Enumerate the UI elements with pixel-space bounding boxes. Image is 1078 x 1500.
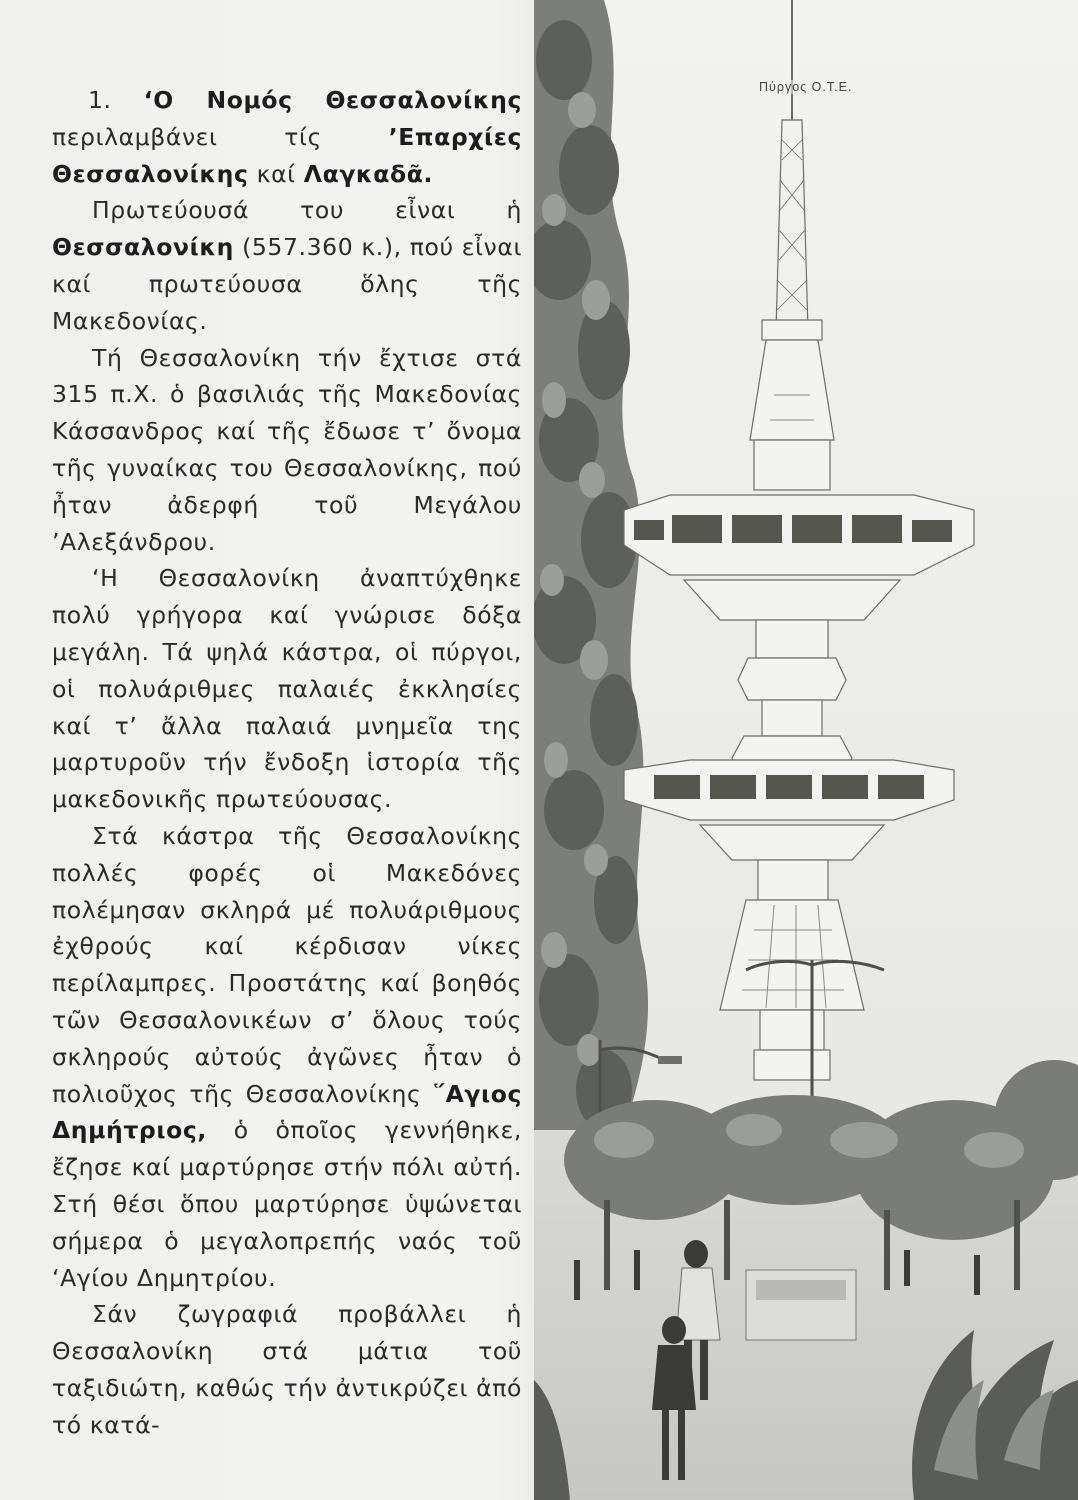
paragraph-2: Πρωτεύουσά του εἶναι ἡ Θεσσαλονίκη (557.360 κ.), πού εἶναι καί πρωτεύουσα ὅλης τῆς Μακεδονίας. xyxy=(52,196,522,335)
bold-saint-demetrius: ῞Αγιος Δημήτριος, xyxy=(52,1079,522,1145)
paragraph-3: Τή Θεσσαλονίκη τήν ἔχτισε στά 315 π.Χ. ὁ βασιλιάς τῆς Μακεδονίας Κάσσανδρος καί τῆς ἔδωσε τ’ ὄνομα τῆς γυναίκας του Θεσσαλονίκης, πού ἦταν ἀδερφή τοῦ Μεγάλου ’Αλεξάνδρου. xyxy=(52,343,522,556)
bold-lagkadas: Λαγκαδᾶ. xyxy=(303,159,433,188)
bold-prefecture-name: ‘Ο Νομός Θεσσαλονίκης xyxy=(143,86,522,114)
paragraph-5: Στά κάστρα τῆς Θεσσαλονίκης πολλές φορές οἱ Μακεδόνες πολέμησαν σκληρά μέ πολυάριθμους ἐχθρούς καί κέρδισαν νίκες περίλαμπρες. Προστάτης καί βοηθός τῶν Θεσσαλονικέων σ’ ὅλους τούς σκληρούς αὐτούς ἀγῶνες ἦταν ὁ πολιοῦχος τῆς Θεσσαλονίκης ῞Αγιος Δημήτριος, ὁ ὁποῖος γεννήθηκε, ἔζησε καί μαρτύρησε στήν πόλι αὐτή. Στή θέσι ὅπου μαρτύρησε ὑψώνεται σήμερα ὁ μεγαλοπρεπής ναός τοῦ ‘Αγίου Δημητρίου. xyxy=(52,821,522,1292)
paragraph-number: 1. xyxy=(88,86,144,114)
photo-illustration xyxy=(534,0,1078,1500)
photo-caption: Πύργος Ο.Τ.Ε. xyxy=(756,80,855,94)
paragraph-6: Σάν ζωγραφιά προβάλλει ἡ Θεσσαλονίκη στά μάτια τοῦ ταξιδιώτη, καθώς τήν ἀντικρύζει ἀπό τό κατά- xyxy=(52,1300,522,1439)
park-kiosk xyxy=(746,1270,856,1340)
paragraph-1: 1. ‘Ο Νομός Θεσσαλονίκης περιλαμβάνει τίς ’Επαρχίες Θεσσαλονίκης καί Λαγκαδᾶ. xyxy=(52,86,522,188)
bold-provinces: ’Επαρχίες Θεσσαλονίκης xyxy=(52,122,522,188)
paragraph-4: ‘Η Θεσσαλονίκη ἀναπτύχθηκε πολύ γρήγορα καί γνώρισε δόξα μεγάλη. Τά ψηλά κάστρα, οἱ πύργοι, οἱ πολυάριθμες παλαιές ἐκκλησίες καί τ’ ἄλλα παλαιά μνημεῖα της μαρτυροῦν τήν ἔνδοξη ἱστορία τῆς μακεδονικῆς πρωτεύουσας. xyxy=(52,564,522,814)
tower-photograph xyxy=(534,0,1078,1500)
text-column xyxy=(52,82,522,1443)
bold-thessaloniki: Θεσσαλονίκη xyxy=(52,233,235,262)
